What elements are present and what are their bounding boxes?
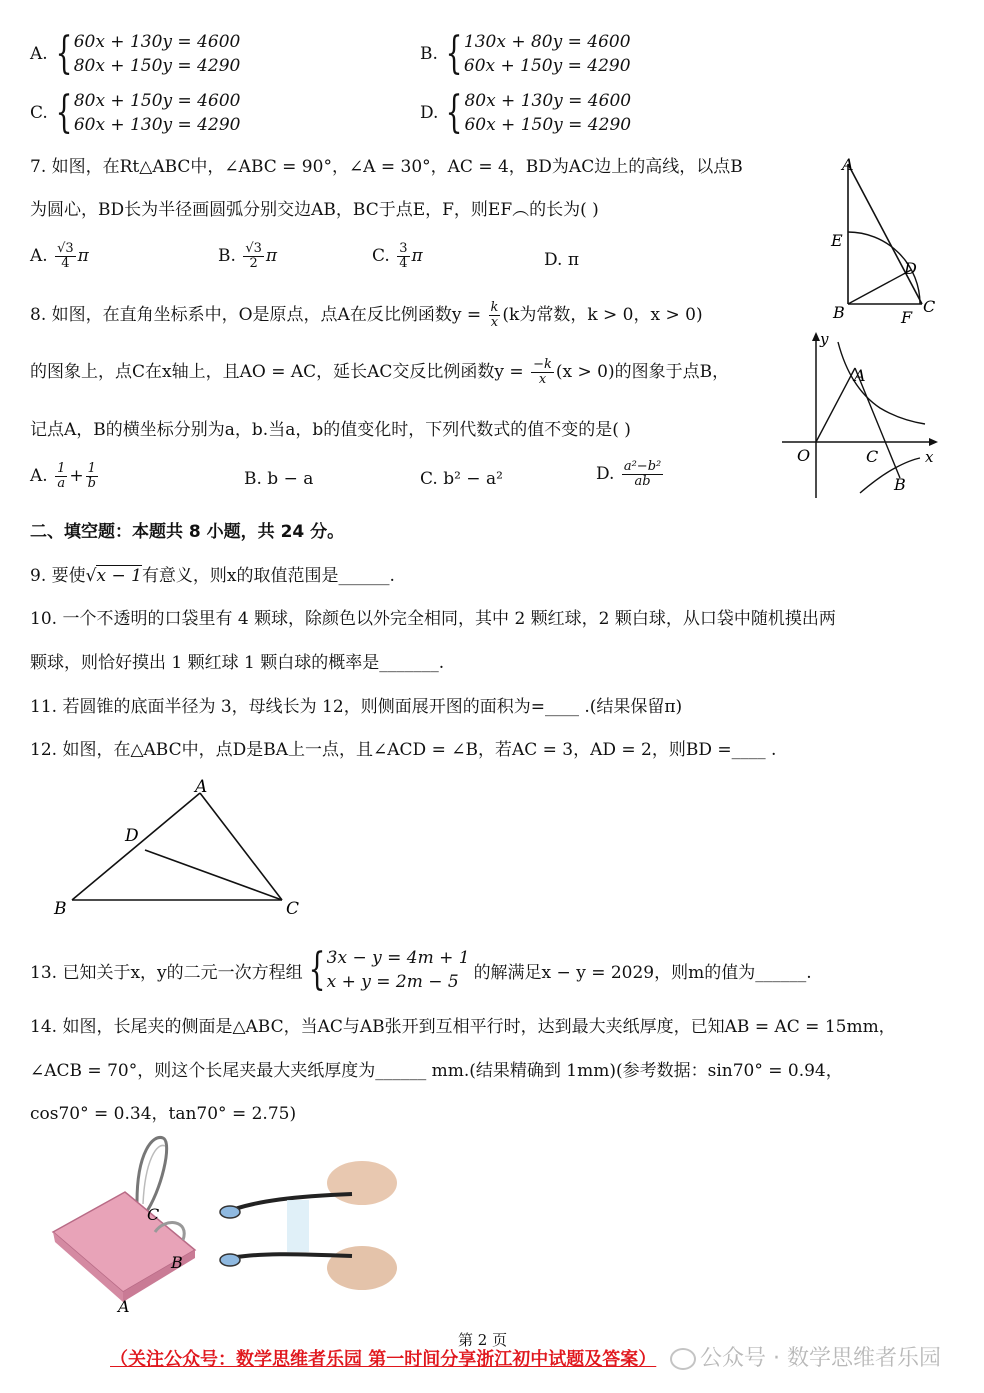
numerator: √3 (245, 241, 262, 256)
q11: 11. 若圆锥的底面半径为 3，母线长为 12，则侧面展开图的面积为=____ .(结果保留π) (30, 697, 683, 717)
q14-line1: 14. 如图，长尾夹的侧面是△ABC，当AC与AB张开到互相平行时，达到最大夹纸厚度，已知AB = AC = 15mm， (30, 1017, 896, 1037)
q8-line2-fraction (531, 358, 554, 387)
q10-line1: 10. 一个不透明的口袋里有 4 颗球，除颜色以外完全相同，其中 2 颗红球，2 颗白球，从口袋中随机摸出两 (30, 609, 836, 629)
q8-option-d-label: D. (596, 464, 615, 484)
label-b: B (833, 303, 845, 322)
q6-option-a (30, 30, 240, 78)
q7-line2: 为圆心，BD长为半径画圆弧分别交边AB，BC于点E，F，则EF︵的长为( ) (30, 200, 599, 220)
brace-symbol: { (308, 944, 326, 995)
q6-option-a-label: A. (30, 44, 48, 64)
denominator: 4 (399, 256, 408, 271)
q8-line1-text: 8. 如图，在直角坐标系中，O是原点，点A在反比例函数y = (30, 305, 482, 325)
q6-option-d-eq1: 80x + 130y = 4600 (464, 91, 632, 111)
q7-line1: 7. 如图，在Rt△ABC中，∠ABC = 90°，∠A = 30°，AC = 4，BD为AC边上的高线，以点B (30, 157, 743, 177)
label-c: C (866, 447, 879, 466)
binder-clip-photo (45, 1132, 205, 1317)
denominator: 2 (249, 256, 258, 271)
q7-option-b-label: B. (218, 246, 236, 266)
q8-line2 (30, 357, 729, 387)
segment-bd (848, 270, 911, 304)
section-fill-in-title: 二、填空题：本题共 8 小题，共 24 分。 (30, 522, 345, 542)
q8-line2-tail: (x > 0)的图象于点B， (555, 362, 730, 382)
q6-option-c-eq2: 60x + 130y = 4290 (73, 115, 241, 135)
q8-line2-text: 的图象上，点C在x轴上，且AO = AC，延长AC交反比例函数y = (30, 362, 524, 382)
curve-k-over-x (838, 342, 925, 424)
q8-line3: 记点A，B的横坐标分别为a，b.当a，b的值变化时，下列代数式的值不变的是( ) (30, 420, 631, 440)
segment-ba (72, 793, 200, 900)
segment-oa (816, 368, 855, 442)
q13-text-a: 13. 已知关于x，y的二元一次方程组 (30, 962, 303, 983)
label-a: A (854, 366, 866, 385)
q6-option-b-eq2: 60x + 150y = 4290 (463, 56, 631, 76)
clip-handle-back (137, 1137, 167, 1214)
q7-option-c-fraction (397, 242, 409, 271)
q6-option-d-eq2: 60x + 150y = 4290 (464, 115, 632, 135)
label-c: C (923, 297, 936, 316)
q8-option-a-label: A. (30, 466, 48, 486)
numerator: 1 (57, 461, 66, 476)
q13-eq2: x + y = 2m − 5 (326, 972, 459, 992)
pi-symbol: π (265, 246, 278, 266)
denominator: b (87, 476, 96, 491)
q7-triangle-figure (825, 150, 945, 330)
label-e: E (831, 231, 843, 250)
q7-option-c-label: C. (372, 246, 390, 266)
q8-line1 (30, 300, 703, 330)
clip-gap (287, 1200, 309, 1252)
q7-option-d: D. π (544, 250, 580, 270)
numerator: 3 (399, 241, 408, 256)
q13 (30, 946, 812, 994)
label-b: B (894, 475, 906, 494)
denominator: x (538, 372, 547, 387)
label-c: C (286, 899, 300, 919)
q7-option-b-fraction (243, 242, 264, 271)
label-d: D (904, 259, 917, 278)
q6-option-c (30, 89, 240, 137)
clip-body (53, 1192, 195, 1292)
clip-tip-top (220, 1206, 240, 1218)
label-c: C (147, 1205, 160, 1224)
label-b: B (54, 899, 67, 919)
q7-option-b (218, 242, 277, 271)
q14-line2: ∠ACB = 70°，则这个长尾夹最大夹纸厚度为______ mm.(结果精确到 1mm)(参考数据：sin70° = 0.94， (30, 1061, 843, 1081)
wechat-icon (670, 1348, 696, 1370)
q8-option-a-fraction2 (86, 462, 98, 491)
clip-opened-photo (212, 1148, 397, 1298)
q13-text-b: 的解满足x − y = 2029，则m的值为______. (473, 962, 812, 983)
denominator: x (490, 315, 499, 330)
label-f: F (901, 308, 913, 327)
q6-option-a-eq2: 80x + 150y = 4290 (73, 56, 241, 76)
denominator: ab (634, 474, 651, 489)
q8-option-b: B. b − a (244, 469, 314, 489)
footer-note: （关注公众号：数学思维者乐园 第一时间分享浙江初中试题及答案） (110, 1349, 657, 1370)
q13-eq1: 3x − y = 4m + 1 (326, 948, 470, 968)
q7-option-a-label: A. (30, 246, 48, 266)
q7-option-a-fraction (55, 242, 76, 271)
label-a: A (118, 1297, 130, 1316)
q8-option-a (30, 462, 100, 491)
segment-dc (145, 850, 282, 900)
pi-symbol: π (77, 246, 89, 266)
fingers-top (327, 1161, 397, 1205)
q8-option-a-fraction1 (55, 462, 67, 491)
label-y: y (820, 330, 829, 348)
watermark (670, 1341, 941, 1372)
page-number: 第 2 页 (458, 1331, 508, 1349)
plus-sign: + (69, 466, 84, 486)
q8-line1-tail: (k为常数，k > 0，x > 0) (502, 305, 703, 325)
q8-option-c: C. b² − a² (420, 469, 503, 489)
watermark-text: 公众号 · 数学思维者乐园 (700, 1346, 941, 1371)
q6-option-b-eq1: 130x + 80y = 4600 (463, 32, 631, 52)
numerator: −k (533, 357, 552, 372)
q8-coordinate-figure (780, 328, 945, 500)
q9-text-a: 9. 要使 (30, 566, 86, 586)
q8-option-d-fraction (622, 460, 663, 489)
brace-symbol: { (55, 28, 73, 79)
fingers-bottom (327, 1246, 397, 1290)
numerator: √3 (57, 241, 74, 256)
q6-option-d-label: D. (420, 103, 439, 123)
label-a: A (195, 777, 208, 797)
q9-radicand: x − 1 (96, 566, 142, 586)
q12-text: 12. 如图，在△ABC中，点D是BA上一点，且∠ACD = ∠B，若AC = 3，AD = 2，则BD =____ . (30, 740, 777, 760)
label-x: x (925, 448, 934, 466)
numerator: k (490, 300, 499, 315)
clip-tip-bottom (220, 1254, 240, 1266)
denominator: a (57, 476, 66, 491)
brace-symbol: { (445, 28, 463, 79)
q6-option-d (420, 89, 631, 137)
q6-option-c-label: C. (30, 103, 48, 123)
q9 (30, 561, 395, 586)
label-o: O (797, 446, 811, 465)
q7-option-c (372, 242, 423, 271)
q12-triangle-figure (50, 775, 310, 920)
denominator: 4 (61, 256, 70, 271)
q6-option-b-label: B. (420, 44, 438, 64)
x-axis-arrow-icon (929, 438, 938, 446)
q6-option-b (420, 30, 631, 78)
numerator: 1 (87, 461, 96, 476)
radical-sign: √ (85, 566, 97, 586)
y-axis-arrow-icon (812, 332, 820, 341)
q6-option-a-eq1: 60x + 130y = 4600 (73, 32, 241, 52)
q7-option-a (30, 242, 89, 271)
numerator: a²−b² (623, 459, 662, 474)
q8-line1-fraction (489, 301, 501, 330)
q9-text-b: 有意义，则x的取值范围是______. (141, 566, 395, 586)
q6-option-c-eq1: 80x + 150y = 4600 (73, 91, 241, 111)
label-d: D (125, 826, 139, 846)
brace-symbol: { (55, 87, 73, 138)
segment-ac (848, 164, 922, 304)
pi-symbol: π (411, 246, 423, 266)
q14-line3: cos70° = 0.34，tan70° = 2.75) (30, 1104, 297, 1124)
label-a: A (842, 155, 854, 174)
q10-line2: 颗球，则恰好摸出 1 颗红球 1 颗白球的概率是_______. (30, 653, 445, 673)
segment-ac (200, 793, 282, 900)
q8-option-d (596, 460, 665, 489)
brace-symbol: { (446, 87, 463, 138)
label-b: B (171, 1253, 183, 1272)
